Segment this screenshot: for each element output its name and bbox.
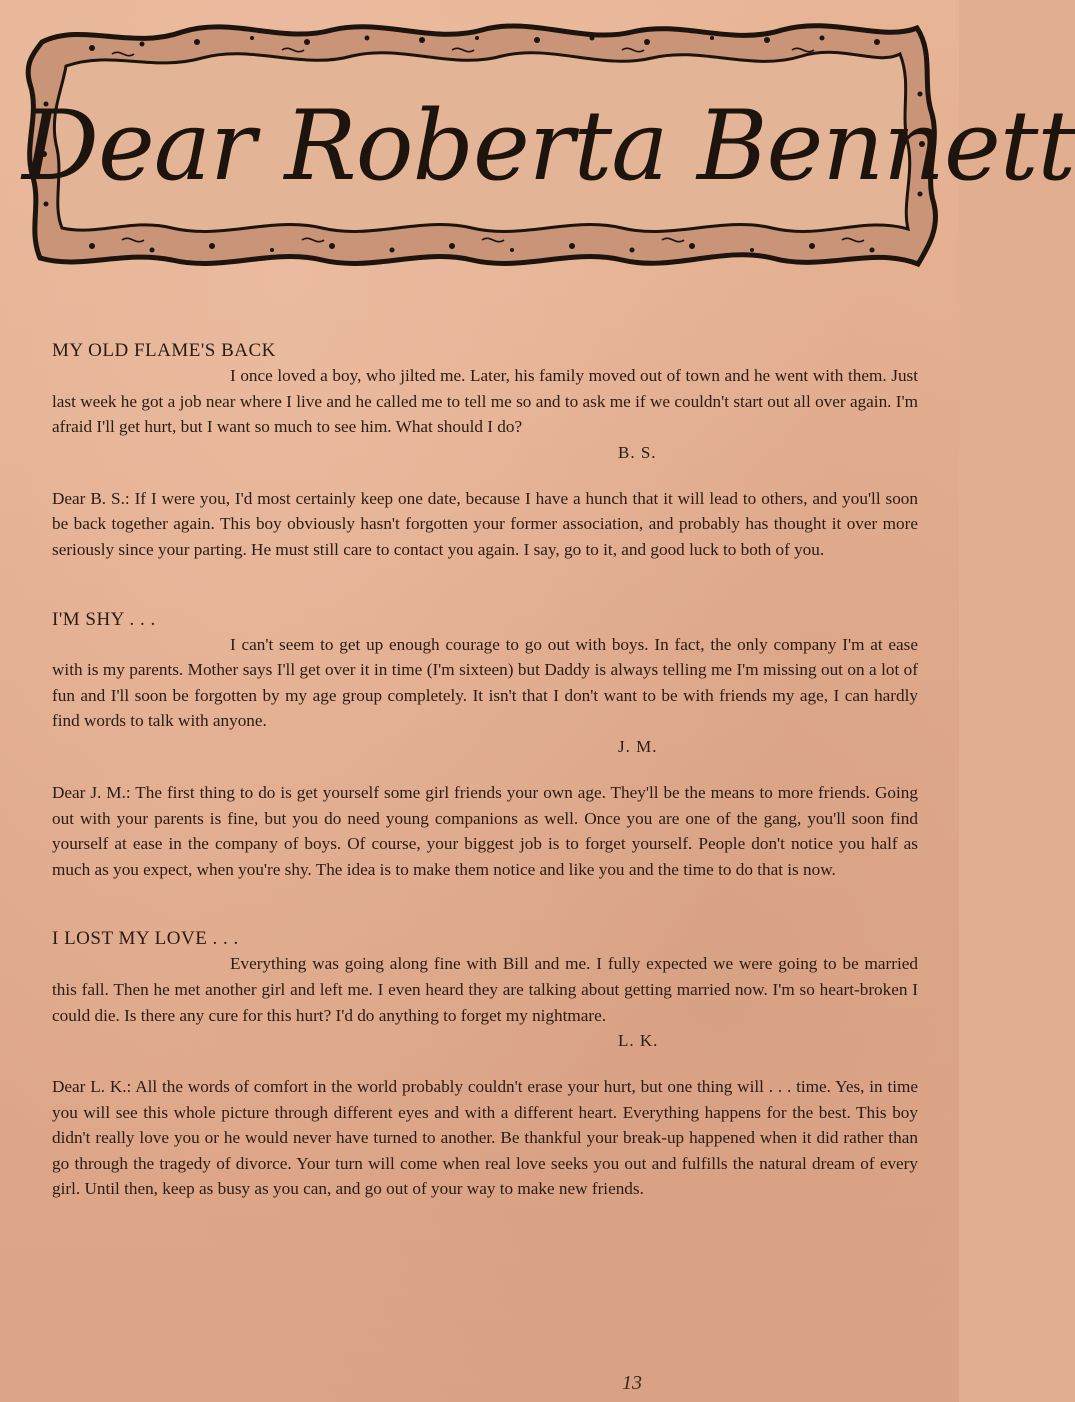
- letter-3: [52, 926, 918, 1202]
- letter-signature: L. K.: [618, 1031, 659, 1051]
- letter-title: MY OLD FLAME'S BACK: [52, 340, 276, 361]
- letter-title: I'M SHY . . .: [52, 608, 156, 630]
- letter-answer: Dear B. S.: If I were you, I'd most certainly keep one date, because I have a hunch that it will lead to others, and you'll soon be back together again. This boy obviously hasn't forgotten your former association, and probably has thought it over more seriously since your parting. He must still care to contact you again. I say, go to it, and good luck to both of you.: [52, 488, 918, 559]
- letters-column: [52, 338, 918, 1202]
- letter-1: [52, 338, 918, 563]
- page-title: Dear Roberta Bennett: [22, 90, 1075, 202]
- letter-answer: Dear J. M.: The first thing to do is get yourself some girl friends your own age. They'll be the means to more friends. Going out with your parents is fine, but you do need young companions as well. Once you are one of the gang, you'll soon find yourself at ease in the company of boys. Of course, your biggest job is to forget yourself. People don't notice you half as much as you expect, when you're shy. The idea is to make them notice and like you and the time to do that is now.: [52, 782, 918, 879]
- letter-2: [52, 607, 918, 883]
- page-number: 13: [622, 1372, 642, 1394]
- letter-signature: J. M.: [618, 736, 658, 756]
- letter-answer: Dear L. K.: All the words of comfort in the world probably couldn't erase your hurt, but one thing will . . . time. Yes, in time you will see this whole picture through different eyes and with a different heart. Everything happens for the best. This boy didn't really love you or he would never have turned to another. Be thankful your break-up happened when it did rather than go through the tragedy of divorce. Your turn will come when real love seeks you out and fulfills the natural dream of every girl. Until then, keep as busy as you can, and go out of your way to make new friends.: [52, 1077, 918, 1199]
- header-banner: [22, 14, 1075, 276]
- letter-question: Everything was going along fine with Bill and me. I fully expected we were going to be married this fall. Then he met another girl and left me. I even heard they are talking about getting married now. I'm so heart-broken I could die. Is there any cure for this hurt? I'd do anything to forget my nightmare.: [52, 954, 918, 1025]
- letter-question: I once loved a boy, who jilted me. Later, his family moved out of town and he went with them. Just last week he got a job near where I live and he called me to tell me so and to ask me if we couldn't start out all over again. I'm afraid I'll get hurt, but I want so much to see him. What should I do?: [52, 366, 918, 437]
- letter-title: I LOST MY LOVE . . .: [52, 928, 239, 950]
- letter-question: I can't seem to get up enough courage to go out with boys. In fact, the only company I'm at ease with is my parents. Mother says I'll get over it in time (I'm sixteen) but Daddy is always telling me I'm missing out on a lot of fun and I'll soon be forgotten by my age group completely. It isn't that I don't want to be with friends my age, I can hardly find words to talk with anyone.: [52, 634, 918, 731]
- letter-signature: B. S.: [618, 442, 657, 462]
